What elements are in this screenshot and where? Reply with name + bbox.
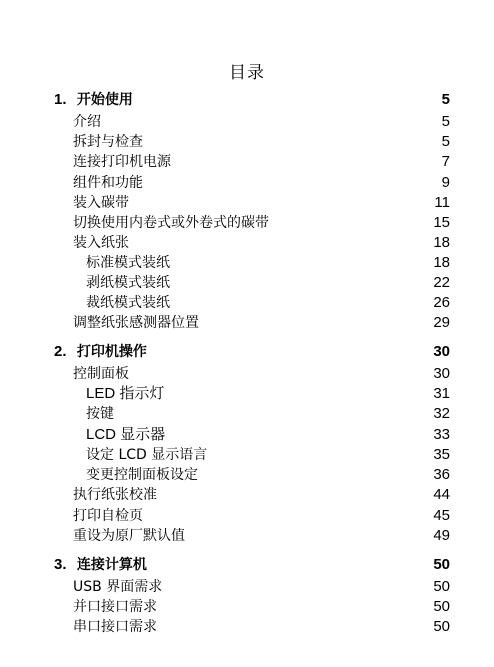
toc-chapter-number: 2.	[54, 343, 67, 360]
toc-chapter-number: 1.	[54, 91, 67, 108]
toc-entry-label: 拆封与检查	[73, 134, 143, 150]
toc-entry-label: 变更控制面板设定	[86, 467, 198, 483]
toc-entry[interactable]	[0, 485, 494, 505]
toc-entry-label: 连接打印机电源	[73, 154, 171, 170]
toc-entry[interactable]	[0, 152, 494, 172]
toc-subentry[interactable]	[0, 465, 494, 485]
toc-entry-label: 调整纸张感测器位置	[73, 315, 199, 331]
toc-entry-label: 标准模式装纸	[86, 255, 170, 271]
toc-page-number: 18	[433, 254, 450, 271]
toc-page-number: 5	[441, 133, 450, 150]
toc-page-number: 15	[433, 214, 450, 231]
toc-entry[interactable]	[0, 173, 494, 193]
toc-page-number: 50	[433, 578, 450, 595]
toc-entry[interactable]	[0, 597, 494, 617]
toc-page-number: 18	[433, 234, 450, 251]
toc-subentry[interactable]	[0, 384, 494, 404]
toc-page-number: 35	[433, 446, 450, 463]
toc-chapter-title: 打印机操作	[76, 344, 147, 360]
toc-subentry[interactable]	[0, 293, 494, 313]
toc-page-number: 22	[433, 274, 450, 291]
toc-page-number: 29	[433, 314, 450, 331]
toc-page-number: 31	[433, 385, 450, 402]
toc-entry[interactable]	[0, 577, 494, 597]
toc-entry[interactable]	[0, 506, 494, 526]
toc-entry-label: 装入碳带	[73, 195, 129, 211]
toc-page-number: 26	[433, 294, 450, 311]
toc-page-number: 5	[441, 113, 450, 130]
toc-entry-label: 切换使用内卷式或外卷式的碳带	[73, 215, 269, 231]
toc-entry-label: 组件和功能	[73, 175, 143, 191]
toc-chapter-heading	[54, 342, 147, 362]
toc-entry-label: 剥纸模式装纸	[86, 275, 170, 291]
toc-subentry[interactable]	[0, 404, 494, 424]
toc-page-number: 33	[433, 426, 450, 443]
toc-entry[interactable]	[0, 313, 494, 333]
toc-subentry[interactable]	[0, 445, 494, 465]
toc-chapter-title: 连接计算机	[76, 557, 147, 573]
toc-entry-label: 控制面板	[73, 366, 129, 382]
toc-entry-label: 执行纸张校准	[73, 487, 157, 503]
toc-entry-label: LCD 显示器	[86, 426, 166, 443]
toc-entry-label: 串口接口需求	[73, 619, 157, 635]
toc-subentry[interactable]	[0, 273, 494, 293]
toc-page-number: 49	[433, 527, 450, 544]
toc-subentry[interactable]	[0, 425, 494, 445]
toc-entry[interactable]	[0, 213, 494, 233]
toc-page-number: 45	[433, 507, 450, 524]
toc-page-number: 30	[433, 343, 450, 360]
toc-page-number: 5	[441, 91, 450, 108]
toc-entry-label: 介绍	[73, 114, 101, 130]
toc-chapter-2[interactable]	[0, 342, 494, 362]
toc-chapter-title: 开始使用	[76, 92, 133, 108]
toc-page-number: 50	[433, 556, 450, 573]
toc-entry-label: 裁纸模式装纸	[86, 295, 170, 311]
toc-entry[interactable]	[0, 364, 494, 384]
toc-chapter-number: 3.	[54, 556, 67, 573]
toc-page-number: 11	[434, 194, 450, 211]
toc-entry[interactable]	[0, 193, 494, 213]
toc-entry[interactable]	[0, 233, 494, 253]
toc-page-number: 50	[433, 598, 450, 615]
toc-chapter-heading	[54, 90, 133, 110]
toc-entry[interactable]	[0, 617, 494, 637]
toc-entry-label: 重设为原厂默认值	[73, 528, 185, 544]
toc-entry-label: USB 界面需求	[73, 579, 163, 595]
toc-page-number: 9	[441, 174, 450, 191]
toc-entry-label: LED 指示灯	[86, 385, 165, 402]
toc-entry-label: 按键	[86, 406, 114, 422]
toc-chapter-3[interactable]	[0, 555, 494, 575]
toc-chapter-heading	[54, 555, 147, 575]
toc-page-number: 7	[441, 153, 450, 170]
toc-subentry[interactable]	[0, 253, 494, 273]
toc-entry[interactable]	[0, 112, 494, 132]
toc-entry-label: 装入纸张	[73, 235, 129, 251]
toc-page-number: 50	[433, 618, 450, 635]
toc-entry-label: 设定 LCD 显示语言	[86, 447, 208, 463]
toc-entry-label: 并口接口需求	[73, 599, 157, 615]
toc-page-number: 32	[433, 405, 450, 422]
toc-page-number: 44	[433, 486, 450, 503]
toc-page-number: 30	[433, 365, 450, 382]
toc-entry[interactable]	[0, 526, 494, 546]
toc-page-number: 36	[433, 466, 450, 483]
page-title: 目录	[229, 63, 265, 83]
toc-entry[interactable]	[0, 132, 494, 152]
toc-chapter-1[interactable]	[0, 90, 494, 110]
toc-entry-label: 打印自检页	[73, 508, 143, 524]
